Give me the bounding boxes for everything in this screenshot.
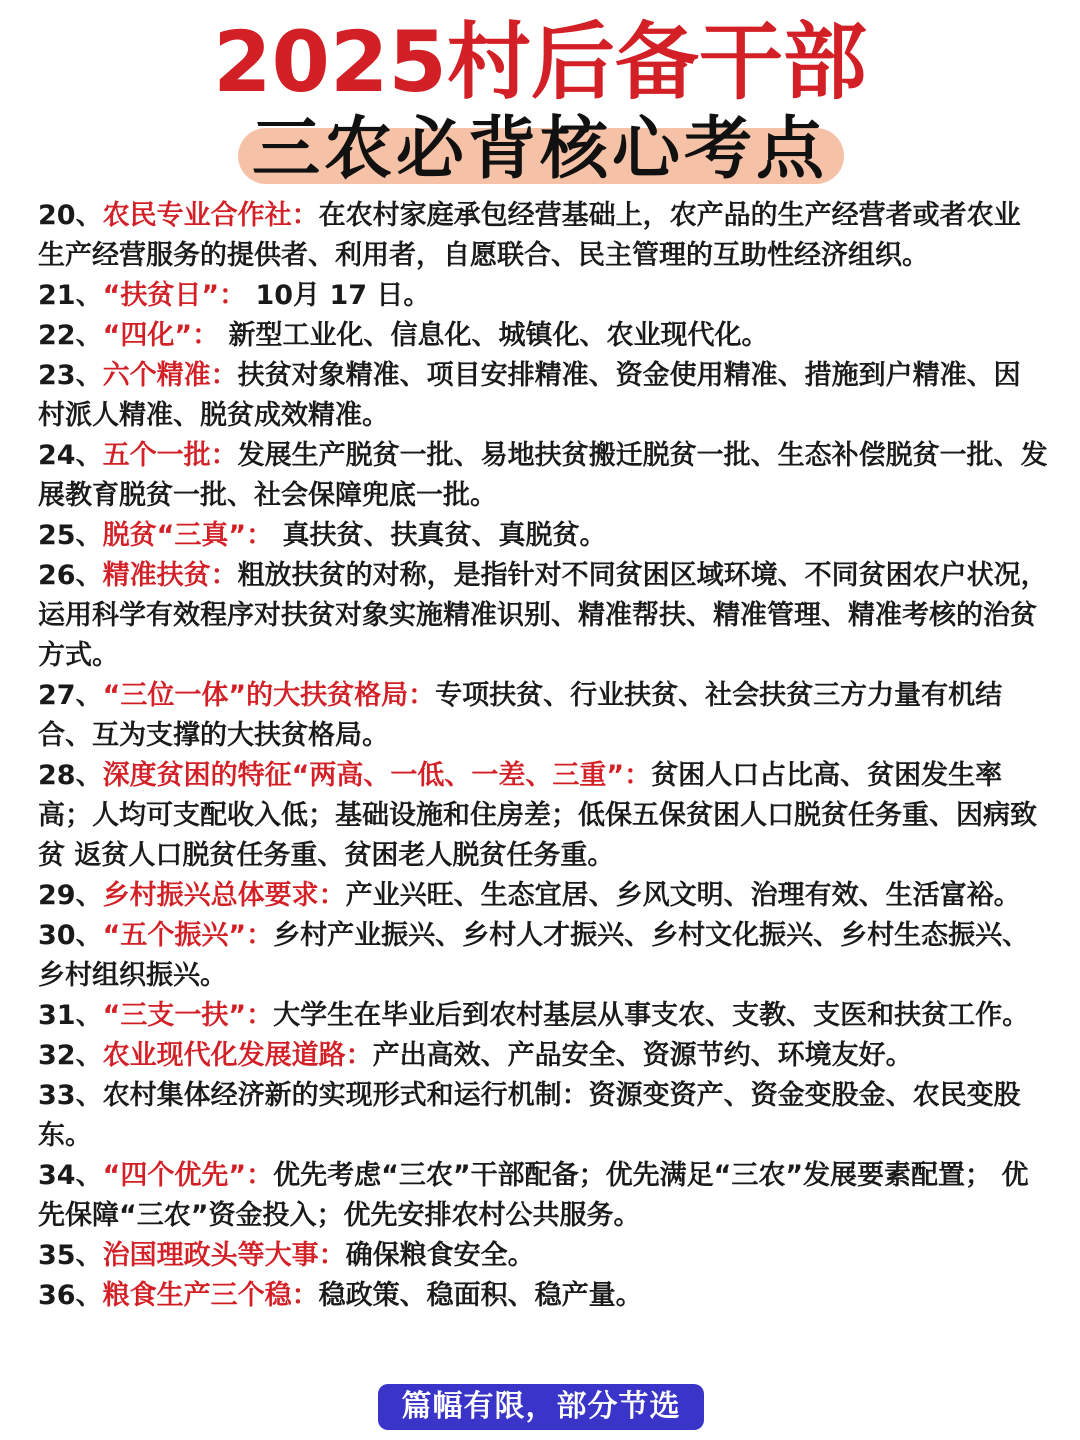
item-number: 28、 [38,760,103,791]
item-number: 24、 [38,440,103,471]
item-term: 精准扶贫： [102,560,238,591]
item-term: “四化”： [102,320,220,351]
item-term: 农民专业合作社： [102,200,319,231]
item-term: 粮食生产三个稳： [102,1280,319,1311]
item-text: 大学生在毕业后到农村基层从事支农、支教、支医和扶贫工作。 [273,1000,1030,1031]
item-text: 发展生产脱贫一批、易地扶贫搬迁脱贫一批、生态补偿脱贫一批、发展教育脱贫一批、社会保障兜底一批。 [38,440,1048,511]
list-item [38,1156,1048,1236]
item-number: 36、 [38,1280,103,1311]
item-number: 35、 [38,1240,103,1271]
list-item [38,916,1048,996]
item-text: 在农村家庭承包经营基础上，农产品的生产经营者或者农业 生产经营服务的提供者、利用者，自愿联合、民主管理的互助性经济组织。 [38,200,1021,271]
item-number: 34、 [38,1160,103,1191]
item-text: 产出高效、产品安全、资源节约、环境友好。 [372,1040,913,1071]
list-item [38,316,1048,356]
points-list [38,196,1048,1316]
list-item [38,1036,1048,1076]
item-text: 乡村产业振兴、乡村人才振兴、乡村文化振兴、乡村生态振兴、 乡村组织振兴。 [38,920,1030,991]
item-term: 乡村振兴总体要求： [102,880,346,911]
item-text: 优先考虑“三农”干部配备；优先满足“三农”发展要素配置； 优先保障“三农”资金投入；优先安排农村公共服务。 [38,1160,1029,1231]
item-number: 26、 [38,560,103,591]
list-item [38,1276,1048,1316]
page-title: 2025村后备干部 [213,13,867,111]
item-number: 20、 [38,200,103,231]
list-item [38,1236,1048,1276]
item-term: 农业现代化发展道路： [102,1040,373,1071]
item-number: 29、 [38,880,103,911]
item-text: 稳政策、稳面积、稳产量。 [318,1280,643,1311]
list-item [38,556,1048,676]
list-item [38,516,1048,556]
item-term: 深度贫困的特征“两高、一低、一差、三重”： [102,760,652,791]
item-text: 产业兴旺、生态宜居、乡风文明、治理有效、生活富裕。 [345,880,1021,911]
list-item [38,756,1048,876]
item-text: 粗放扶贫的对称，是指针对不同贫困区域环境、不同贫困农户状况，运用科学有效程序对扶贫对象实施精准识别、精准帮扶、精准管理、精准考核的治贫方式。 [38,560,1048,671]
item-number: 32、 [38,1040,103,1071]
item-number: 21、 [38,280,103,311]
item-text: 新型工业化、信息化、城镇化、农业现代化。 [219,320,769,351]
subtitle-banner [0,108,1080,192]
list-item [38,996,1048,1036]
item-number: 22、 [38,320,103,351]
item-text: 10月 17 日。 [246,280,431,311]
item-number: 25、 [38,520,103,551]
item-term: 脱贫“三真”： [102,520,274,551]
list-item [38,436,1048,516]
item-number: 23、 [38,360,103,391]
item-text: 专项扶贫、行业扶贫、社会扶贫三方力量有机结合、互为支撑的大扶贫格局。 [38,680,1003,751]
item-term: “扶贫日”： [102,280,247,311]
item-term: “三位一体”的大扶贫格局： [102,680,436,711]
list-item [38,276,1048,316]
item-text: 贫困人口占比高、贫困发生率高；人均可支配收入低；基础设施和住房差；低保五保贫困人口脱贫任务重、因病致贫 返贫人口脱贫任务重、贫困老人脱贫任务重。 [38,760,1037,871]
list-item [38,356,1048,436]
item-term: “五个振兴”： [102,920,274,951]
item-number: 30、 [38,920,103,951]
item-term: “三支一扶”： [102,1000,274,1031]
item-number: 33、 [38,1080,103,1111]
item-text: 扶贫对象精准、项目安排精准、资金使用精准、措施到户精准、因 村派人精准、脱贫成效精准。 [38,360,1021,431]
item-term: “四个优先”： [102,1160,274,1191]
item-text: 确保粮食安全。 [345,1240,535,1271]
item-text: 真扶贫、扶真贫、真脱贫。 [273,520,607,551]
page-subtitle: 三农必背核心考点 [251,110,828,189]
item-term: 治国理政头等大事： [102,1240,346,1271]
item-term: 六个精准： [102,360,238,391]
item-text: 农村集体经济新的实现形式和运行机制：资源变资产、资金变股金、农民变股东。 [38,1080,1021,1151]
item-term: 五个一批： [102,440,238,471]
page-header [0,0,1080,200]
list-item [38,676,1048,756]
item-number: 31、 [38,1000,103,1031]
excerpt-badge: 篇幅有限，部分节选 [378,1384,704,1430]
item-number: 27、 [38,680,103,711]
list-item [38,876,1048,916]
list-item [38,196,1048,276]
list-item [38,1076,1048,1156]
